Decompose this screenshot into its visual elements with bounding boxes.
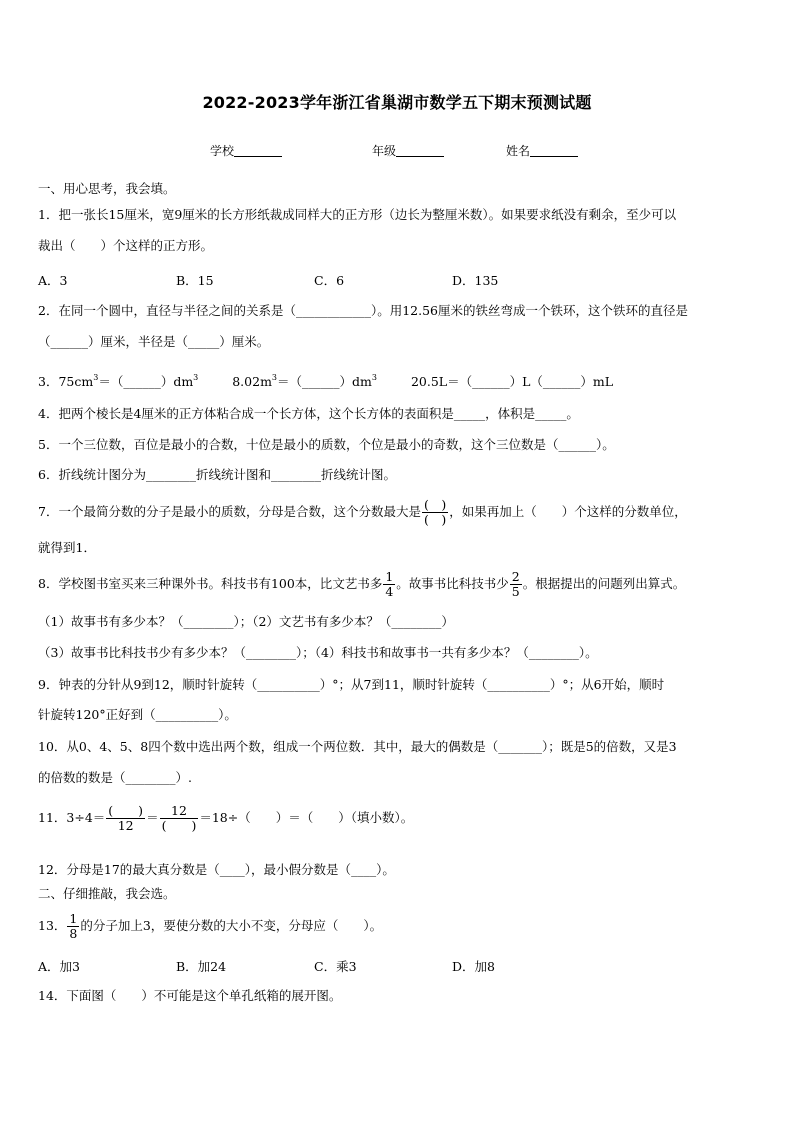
q3-part-b2: ＝（______）dm xyxy=(277,374,372,389)
q11-eq: ＝ xyxy=(146,810,159,825)
q7-fraction-numerator: ( ) xyxy=(423,497,447,512)
question-10-line-1: 10．从0、4、5、8四个数中选出两个数，组成一个两位数．其中，最大的偶数是（_______）；既是5的倍数，又是3 xyxy=(38,739,677,754)
q3-part-a2: ＝（______）dm xyxy=(98,374,194,389)
question-7-line-1 xyxy=(38,498,758,527)
q8-fraction-2-numerator: 2 xyxy=(511,569,520,584)
question-9-line-1: 9．钟表的分针从9到12，顺时针旋转（__________）°；从7到11，顺时针旋转（__________）°；从6开始，顺时 xyxy=(38,677,665,692)
q13-fraction-numerator: 1 xyxy=(69,911,78,926)
question-2-line-2: （______）厘米，半径是（_____）厘米。 xyxy=(38,334,270,349)
question-13-option-c[interactable]: C．乘3 xyxy=(314,959,357,974)
question-1-line-1: 1．把一张长15厘米，宽9厘米的长方形纸裁成同样大的正方形（边长为整厘米数）。如果要求纸没有剩余，至少可以 xyxy=(38,207,677,222)
q3-part-a2-sup: 3 xyxy=(193,373,199,382)
question-9-line-2: 针旋转120°正好到（__________）。 xyxy=(38,707,237,722)
question-1-option-a[interactable]: A．3 xyxy=(38,273,68,288)
q11-fraction-1 xyxy=(106,804,145,833)
q3-part-c: 20.5L＝（______）L（______）mL xyxy=(410,374,614,389)
q8-fraction-2-denominator: 5 xyxy=(511,584,520,599)
q8-pre: 8．学校图书室买来三种课外书。科技书有100本，比文艺书多 xyxy=(38,576,383,591)
school-field xyxy=(210,142,282,159)
q8-fraction-1-numerator: 1 xyxy=(385,569,394,584)
q7-pre: 7．一个最简分数的分子是最小的质数，分母是合数，这个分数最大是 xyxy=(38,504,421,519)
question-10-line-2: 的倍数的数是（________）. xyxy=(38,770,192,785)
question-13-option-d[interactable]: D．加8 xyxy=(452,959,495,974)
name-field xyxy=(506,142,578,159)
question-13-option-b[interactable]: B．加24 xyxy=(176,959,227,974)
grade-field xyxy=(372,142,444,159)
section-2-heading: 二、仔细推敲，我会选。 xyxy=(38,886,176,901)
q7-post: ，如果再加上（ ）个这样的分数单位， xyxy=(449,504,687,519)
question-13-option-a[interactable]: A．加3 xyxy=(38,959,80,974)
name-label: 姓名 xyxy=(506,144,531,158)
question-2-line-1: 2．在同一个圆中，直径与半径之间的关系是（____________）。用12.56厘米的铁丝弯成一个铁环，这个铁环的直径是 xyxy=(38,303,688,318)
q13-post: 的分子加上3，要使分数的大小不变，分母应（ ）。 xyxy=(80,918,383,933)
q8-fraction-1-denominator: 4 xyxy=(385,584,394,599)
section-1-heading: 一、用心思考，我会填。 xyxy=(38,181,176,196)
q7-fraction xyxy=(422,498,448,527)
q11-fraction-2 xyxy=(160,804,199,833)
q11-post: ＝18÷（ ）＝（ ）（填小数）。 xyxy=(199,810,414,825)
question-1-line-2: 裁出（ ）个这样的正方形。 xyxy=(38,238,214,253)
question-7-line-2: 就得到1． xyxy=(38,540,96,555)
q3-part-b: 8.02m xyxy=(232,374,272,389)
q3-part-a-sup: 3 xyxy=(93,373,99,382)
q13-pre: 13． xyxy=(38,918,67,933)
grade-blank[interactable] xyxy=(396,144,444,157)
q11-fraction-1-numerator: ( ) xyxy=(108,803,144,818)
question-8-line-1 xyxy=(38,570,758,599)
q13-fraction-denominator: 8 xyxy=(69,926,78,941)
question-12: 12．分母是17的最大真分数是（____），最小假分数是（____）。 xyxy=(38,862,395,877)
q8-post: 。根据提出的问题列出算式。 xyxy=(522,576,686,591)
question-3 xyxy=(38,370,758,390)
q11-pre: 11．3÷4＝ xyxy=(38,810,106,825)
q8-mid: 。故事书比科技书少 xyxy=(396,576,509,591)
q11-fraction-2-numerator: 12 xyxy=(171,803,187,818)
grade-label: 年级 xyxy=(372,144,397,158)
question-8-line-3: （3）故事书比科技书少有多少本？（________）；（4）科技书和故事书一共有多少本？（________）。 xyxy=(38,645,598,660)
q7-fraction-denominator: ( ) xyxy=(423,512,447,527)
school-label: 学校 xyxy=(210,144,235,158)
q11-fraction-1-denominator: 12 xyxy=(106,818,145,833)
q13-fraction xyxy=(67,912,79,941)
question-11 xyxy=(38,804,758,833)
school-blank[interactable] xyxy=(234,144,282,157)
name-blank[interactable] xyxy=(530,144,578,157)
page-title: 2022-2023学年浙江省巢湖市数学五下期末预测试题 xyxy=(202,93,592,112)
q3-part-b2-sup: 3 xyxy=(371,373,377,382)
q8-fraction-2 xyxy=(510,570,522,599)
question-8-line-2: （1）故事书有多少本？（________）；（2）文艺书有多少本？（________） xyxy=(38,614,454,629)
question-14: 14．下面图（ ）不可能是这个单孔纸箱的展开图。 xyxy=(38,988,342,1003)
q3-part-b-sup: 3 xyxy=(271,373,278,382)
question-6: 6．折线统计图分为________折线统计图和________折线统计图。 xyxy=(38,467,396,482)
question-1-option-b[interactable]: B．15 xyxy=(176,273,214,288)
q8-fraction-1 xyxy=(383,570,395,599)
question-4: 4．把两个棱长是4厘米的正方体粘合成一个长方体，这个长方体的表面积是_____，体积是_____。 xyxy=(38,406,579,421)
question-1-option-c[interactable]: C．6 xyxy=(314,273,345,288)
question-13 xyxy=(38,912,758,941)
question-5: 5．一个三位数，百位是最小的合数，十位是最小的质数，个位是最小的奇数，这个三位数是（______）。 xyxy=(38,437,615,452)
q3-part-a: 3．75cm xyxy=(38,374,94,389)
question-1-option-d[interactable]: D．135 xyxy=(452,273,499,288)
q11-fraction-2-denominator: ( ) xyxy=(161,818,197,833)
